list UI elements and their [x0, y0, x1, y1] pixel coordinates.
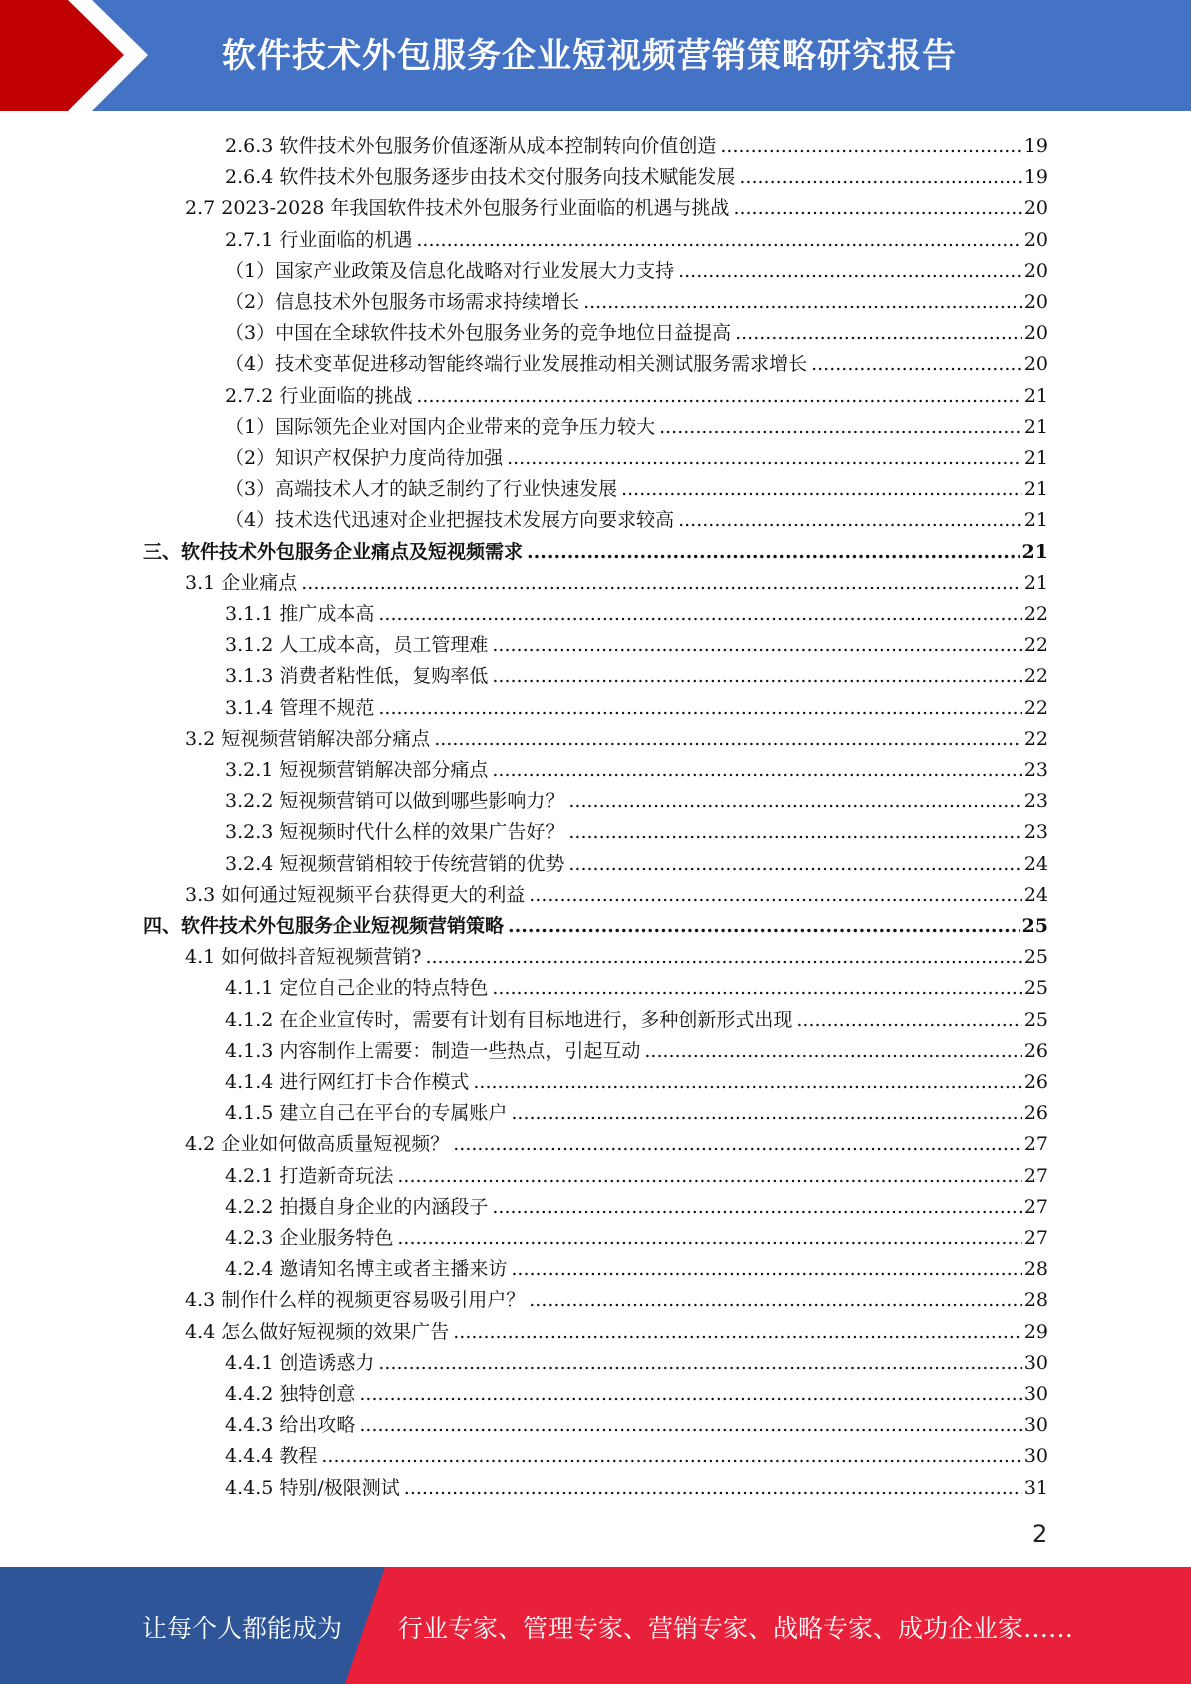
toc-entry-title: （4）技术变革促进移动智能终端行业发展推动相关测试服务需求增长 — [225, 353, 808, 376]
toc-entry[interactable] — [225, 1032, 1048, 1063]
page-number: 2 — [1032, 1520, 1048, 1548]
toc-entry[interactable] — [225, 158, 1048, 189]
toc-entry[interactable] — [225, 626, 1048, 657]
toc-entry-title: （2）知识产权保护力度尚待加强 — [225, 447, 504, 469]
header-chevron-decoration — [0, 0, 160, 111]
toc-entry-title: （3）高端技术人才的缺乏制约了行业快速发展 — [225, 478, 618, 501]
toc-entry-title: 3.1.3 消费者粘性低，复购率低 — [225, 665, 489, 688]
toc-entry-title: 3.2.2 短视频营销可以做到哪些影响力？ — [225, 790, 565, 813]
toc-entry-page: 21 — [1023, 415, 1048, 438]
toc-entry-title: 4.2.4 邀请知名博主或者主播来访 — [225, 1258, 508, 1281]
toc-entry-page: 27 — [1023, 1164, 1048, 1187]
toc-dot-leader — [492, 633, 1021, 657]
toc-entry-title: 2.7 2023-2028 年我国软件技术外包服务行业面临的机遇与挑战 — [185, 197, 730, 220]
toc-entry-page: 21 — [1023, 384, 1048, 407]
toc-dot-leader — [583, 290, 1022, 314]
toc-dot-leader — [529, 1288, 1022, 1312]
toc-dot-leader — [621, 477, 1022, 501]
toc-entry-title: 3.3 如何通过短视频平台获得更大的利益 — [185, 883, 526, 906]
toc-entry-title: 4.2.3 企业服务特色 — [225, 1227, 394, 1249]
toc-entry[interactable] — [225, 751, 1048, 782]
toc-entry[interactable] — [225, 252, 1048, 283]
toc-dot-leader — [453, 1132, 1022, 1156]
toc-entry[interactable] — [225, 1188, 1048, 1219]
toc-dot-leader — [378, 696, 1021, 720]
toc-dot-leader — [511, 1257, 1021, 1281]
toc-entry[interactable] — [225, 1001, 1048, 1032]
toc-dot-leader — [811, 352, 1022, 376]
toc-entry-title: 2.7.2 行业面临的挑战 — [225, 384, 413, 407]
toc-entry-title: 3.1 企业痛点 — [185, 571, 298, 594]
toc-dot-leader — [397, 1164, 1021, 1188]
toc-entry[interactable] — [225, 1250, 1048, 1281]
toc-entry-title: 4.4.2 独特创意 — [225, 1383, 356, 1405]
toc-entry-page: 19 — [1023, 135, 1048, 157]
toc-entry-title: 四、软件技术外包服务企业短视频营销策略 — [143, 915, 505, 937]
toc-entry[interactable] — [225, 377, 1048, 408]
toc-entry-page: 25 — [1023, 1008, 1048, 1031]
toc-entry-page: 20 — [1023, 353, 1048, 376]
toc-entry-title: 三、软件技术外包服务企业痛点及短视频需求 — [143, 540, 524, 563]
toc-entry-title: 4.4.1 创造诱惑力 — [225, 1351, 375, 1374]
toc-entry[interactable] — [225, 345, 1048, 376]
toc-entry[interactable] — [225, 1157, 1048, 1188]
toc-dot-leader — [739, 165, 1021, 189]
toc-dot-leader — [397, 1226, 1021, 1250]
toc-entry-page: 22 — [1023, 727, 1048, 750]
toc-entry[interactable] — [225, 595, 1048, 626]
toc-entry-page: 30 — [1023, 1383, 1048, 1405]
toc-entry[interactable] — [185, 1313, 1048, 1344]
toc-entry-title: 3.2.1 短视频营销解决部分痛点 — [225, 759, 489, 781]
toc-entry-page: 24 — [1023, 852, 1048, 875]
toc-entry-title: 4.1.2 在企业宣传时，需要有计划有目标地进行，多种创新形式出现 — [225, 1008, 793, 1031]
toc-entry[interactable] — [143, 533, 1048, 564]
toc-dot-leader — [568, 852, 1021, 876]
toc-dot-leader — [644, 1039, 1021, 1063]
toc-entry-page: 23 — [1023, 790, 1048, 813]
toc-entry-page: 20 — [1023, 322, 1048, 345]
toc-entry-page: 20 — [1023, 197, 1048, 220]
toc-entry[interactable] — [225, 470, 1048, 501]
toc-entry-page: 22 — [1023, 603, 1048, 625]
toc-entry-title: （1）国际领先企业对国内企业带来的竞争压力较大 — [225, 415, 656, 438]
toc-dot-leader — [359, 1382, 1021, 1406]
toc-entry-title: （1）国家产业政策及信息化战略对行业发展大力支持 — [225, 259, 675, 282]
toc-entry-page: 27 — [1023, 1227, 1048, 1249]
toc-entry[interactable] — [225, 127, 1048, 158]
toc-dot-leader — [425, 945, 1021, 969]
toc-dot-leader — [507, 446, 1022, 470]
toc-dot-leader — [733, 196, 1021, 220]
toc-entry-page: 22 — [1023, 665, 1048, 688]
toc-entry-page: 20 — [1023, 259, 1048, 282]
toc-entry-page: 25 — [1023, 977, 1048, 1000]
toc-dot-leader — [527, 540, 1020, 564]
toc-entry-page: 26 — [1023, 1102, 1048, 1125]
toc-dot-leader — [404, 1476, 1022, 1500]
toc-entry-title: 4.4.4 教程 — [225, 1445, 318, 1468]
toc-entry-page: 23 — [1023, 759, 1048, 781]
toc-entry[interactable] — [225, 1219, 1048, 1250]
toc-entry[interactable] — [185, 938, 1048, 969]
toc-entry-page: 26 — [1023, 1071, 1048, 1093]
toc-entry-title: （2）信息技术外包服务市场需求持续增长 — [225, 291, 580, 313]
toc-entry-title: 2.6.3 软件技术外包服务价值逐渐从成本控制转向价值创造 — [225, 135, 717, 157]
toc-dot-leader — [492, 664, 1021, 688]
toc-entry-title: 3.2 短视频营销解决部分痛点 — [185, 727, 431, 750]
toc-entry-title: 4.3 制作什么样的视频更容易吸引用户？ — [185, 1289, 526, 1312]
footer-slogan-left: 让每个人都能成为 — [142, 1614, 343, 1643]
toc-entry-title: 4.2.2 拍摄自身企业的内涵段子 — [225, 1195, 489, 1218]
toc-entry[interactable] — [185, 564, 1048, 595]
toc-dot-leader — [796, 1008, 1021, 1032]
toc-dot-leader — [659, 415, 1022, 439]
toc-entry[interactable] — [185, 189, 1048, 220]
toc-entry-title: 2.6.4 软件技术外包服务逐步由技术交付服务向技术赋能发展 — [225, 166, 736, 189]
toc-entry[interactable] — [225, 283, 1048, 314]
toc-entry-page: 22 — [1023, 696, 1048, 719]
toc-entry-page: 28 — [1023, 1289, 1048, 1312]
toc-entry-page: 30 — [1023, 1351, 1048, 1374]
toc-entry[interactable] — [225, 1469, 1048, 1500]
toc-entry[interactable] — [225, 1344, 1048, 1375]
toc-entry-title: 4.1.5 建立自己在平台的专属账户 — [225, 1102, 508, 1125]
toc-entry-page: 31 — [1023, 1476, 1048, 1499]
toc-entry[interactable] — [225, 845, 1048, 876]
toc-dot-leader — [529, 883, 1022, 907]
toc-dot-leader — [508, 914, 1020, 938]
toc-entry-title: 2.7.1 行业面临的机遇 — [225, 228, 413, 251]
toc-entry[interactable] — [225, 1094, 1048, 1125]
toc-entry-page: 25 — [1021, 915, 1048, 937]
toc-dot-leader — [492, 758, 1021, 782]
toc-entry[interactable] — [225, 657, 1048, 688]
toc-entry-title: 3.2.3 短视频时代什么样的效果广告好？ — [225, 821, 565, 844]
toc-dot-leader — [492, 1195, 1021, 1219]
toc-entry[interactable] — [225, 314, 1048, 345]
toc-entry-page: 26 — [1023, 1039, 1048, 1062]
toc-entry-title: 4.4.3 给出攻略 — [225, 1414, 356, 1437]
toc-entry-page: 21 — [1023, 478, 1048, 501]
toc-entry[interactable] — [225, 439, 1048, 470]
toc-entry-title: 4.1.3 内容制作上需要：制造一些热点，引起互动 — [225, 1039, 641, 1062]
toc-entry-title: 3.2.4 短视频营销相较于传统营销的优势 — [225, 852, 565, 875]
toc-entry-title: 4.2 企业如何做高质量短视频？ — [185, 1133, 450, 1156]
toc-entry-title: 3.1.1 推广成本高 — [225, 603, 375, 625]
toc-entry-page: 27 — [1023, 1133, 1048, 1156]
toc-entry-title: 3.1.4 管理不规范 — [225, 696, 375, 719]
toc-entry-title: 4.1.1 定位自己企业的特点特色 — [225, 977, 489, 1000]
toc-dot-leader — [321, 1444, 1021, 1468]
toc-entry[interactable] — [185, 720, 1048, 751]
toc-entry-title: 4.1 如何做抖音短视频营销? — [185, 946, 422, 969]
toc-dot-leader — [359, 1413, 1021, 1437]
toc-entry-page: 21 — [1023, 509, 1048, 532]
toc-dot-leader — [416, 228, 1021, 252]
toc-entry-page: 23 — [1023, 821, 1048, 844]
toc-entry[interactable] — [225, 221, 1048, 252]
toc-entry-title: 4.4.5 特别/极限测试 — [225, 1476, 400, 1499]
toc-entry[interactable] — [225, 1437, 1048, 1468]
toc-dot-leader — [453, 1320, 1022, 1344]
toc-entry-title: （4）技术迭代迅速对企业把握技术发展方向要求较高 — [225, 509, 675, 532]
toc-entry[interactable] — [185, 1125, 1048, 1156]
toc-dot-leader — [416, 384, 1021, 408]
toc-entry[interactable] — [225, 813, 1048, 844]
toc-entry-page: 22 — [1023, 634, 1048, 657]
toc-entry-page: 21 — [1023, 447, 1048, 469]
toc-entry[interactable] — [225, 408, 1048, 439]
toc-dot-leader — [568, 789, 1021, 813]
toc-entry-page: 30 — [1023, 1445, 1048, 1468]
footer-slogan-right: 行业专家、管理专家、营销专家、战略专家、成功企业家…… — [398, 1614, 1074, 1643]
toc-entry-page: 25 — [1023, 946, 1048, 969]
toc-entry-page: 21 — [1021, 540, 1048, 563]
toc-entry[interactable] — [185, 1281, 1048, 1312]
toc-dot-leader — [378, 1351, 1021, 1375]
toc-entry[interactable] — [225, 689, 1048, 720]
toc-dot-leader — [735, 321, 1022, 345]
toc-entry-page: 19 — [1023, 166, 1048, 189]
toc-entry-title: 3.1.2 人工成本高，员工管理难 — [225, 634, 489, 657]
toc-dot-leader — [568, 820, 1021, 844]
toc-entry-page: 24 — [1023, 883, 1048, 906]
toc-dot-leader — [511, 1101, 1021, 1125]
toc-entry-page: 30 — [1023, 1414, 1048, 1437]
toc-dot-leader — [678, 259, 1022, 283]
toc-entry-title: 4.1.4 进行网红打卡合作模式 — [225, 1071, 470, 1093]
toc-entry-page: 27 — [1023, 1195, 1048, 1218]
toc-entry-page: 20 — [1023, 228, 1048, 251]
toc-entry-title: 4.4 怎么做好短视频的效果广告 — [185, 1320, 450, 1343]
toc-entry-page: 28 — [1023, 1258, 1048, 1281]
toc-entry[interactable] — [143, 907, 1048, 938]
toc-dot-leader — [473, 1070, 1021, 1094]
report-title: 软件技术外包服务企业短视频营销策略研究报告 — [222, 36, 957, 76]
toc-entry-title: 4.2.1 打造新奇玩法 — [225, 1164, 394, 1187]
toc-entry[interactable] — [225, 1375, 1048, 1406]
toc-entry[interactable] — [225, 969, 1048, 1000]
toc-entry-title: （3）中国在全球软件技术外包服务业务的竞争地位日益提高 — [225, 322, 732, 345]
toc-entry-page: 20 — [1023, 291, 1048, 313]
toc-dot-leader — [378, 602, 1021, 626]
toc-entry-page: 29 — [1023, 1320, 1048, 1343]
page-header — [0, 0, 1191, 111]
toc-entry[interactable] — [225, 501, 1048, 532]
toc-dot-leader — [434, 727, 1022, 751]
toc-entry[interactable] — [225, 1063, 1048, 1094]
toc-dot-leader — [492, 976, 1021, 1000]
toc-entry[interactable] — [225, 1406, 1048, 1437]
toc-entry[interactable] — [225, 782, 1048, 813]
toc-entry[interactable] — [185, 876, 1048, 907]
toc-dot-leader — [678, 508, 1022, 532]
toc-dot-leader — [720, 134, 1021, 158]
page-footer — [0, 1567, 1191, 1684]
toc-entry-page: 21 — [1023, 571, 1048, 594]
toc-dot-leader — [301, 571, 1022, 595]
